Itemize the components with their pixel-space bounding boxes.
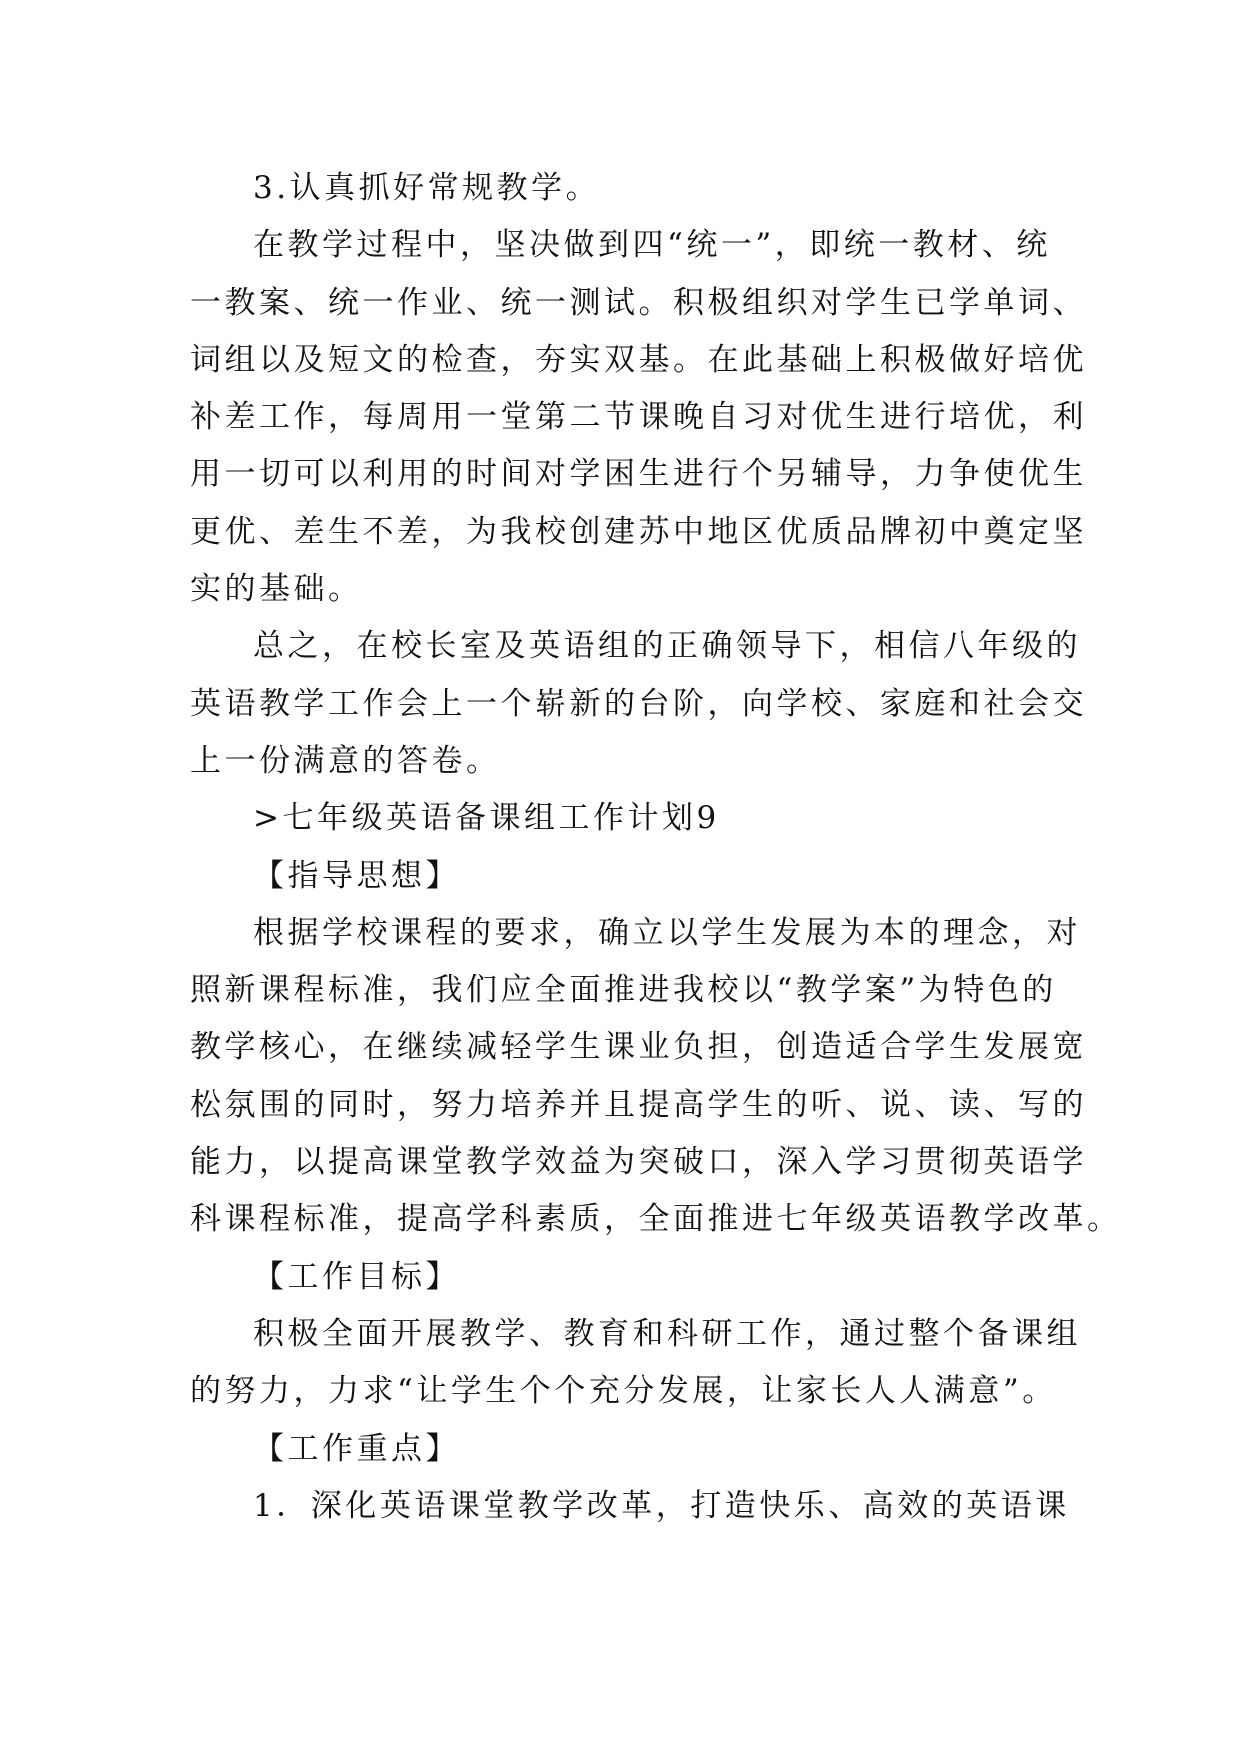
paragraph-line: 补差工作，每周用一堂第二节课晚自习对优生进行培优，利 bbox=[190, 399, 1087, 436]
paragraph-line: 根据学校课程的要求，确立以学生发展为本的理念，对 bbox=[253, 914, 1081, 951]
paragraph-line: 松氛围的同时，努力培养并且提高学生的听、说、读、写的 bbox=[190, 1086, 1087, 1123]
section-heading: 【工作目标】 bbox=[253, 1258, 460, 1295]
paragraph-line: 实的基础。 bbox=[190, 571, 363, 608]
section-title: >七年级英语备课组工作计划9 bbox=[253, 800, 720, 837]
paragraph-line: 照新课程标准，我们应全面推进我校以“教学案”为特色的 bbox=[190, 972, 1057, 1009]
paragraph-line: 的努力，力求“让学生个个充分发展，让家长人人满意”。 bbox=[190, 1373, 1057, 1410]
paragraph-line: 上一份满意的答卷。 bbox=[190, 742, 501, 779]
paragraph-line: 一教案、统一作业、统一测试。积极组织对学生已学单词、 bbox=[190, 284, 1087, 321]
paragraph-line: 词组以及短文的检查，夯实双基。在此基础上积极做好培优 bbox=[190, 341, 1087, 378]
paragraph-line: 英语教学工作会上一个崭新的台阶，向学校、家庭和社会交 bbox=[190, 685, 1087, 722]
paragraph-line: 总之，在校长室及英语组的正确领导下，相信八年级的 bbox=[253, 628, 1081, 665]
paragraph-line: 科课程标准，提高学科素质，全面推进七年级英语教学改革。 bbox=[190, 1201, 1122, 1238]
paragraph-line: 在教学过程中，坚决做到四“统一”，即统一教材、统 bbox=[253, 227, 1051, 264]
paragraph-line: 能力，以提高课堂教学效益为突破口，深入学习贯彻英语学 bbox=[190, 1144, 1087, 1181]
section-heading: 【工作重点】 bbox=[253, 1430, 460, 1467]
list-item-heading: 1．深化英语课堂教学改革，打造快乐、高效的英语课 bbox=[253, 1487, 1070, 1524]
paragraph-line: 教学核心，在继续减轻学生课业负担，创造适合学生发展宽 bbox=[190, 1029, 1087, 1066]
paragraph-line: 用一切可以利用的时间对学困生进行个另辅导，力争使优生 bbox=[190, 456, 1087, 493]
section-heading: 【指导思想】 bbox=[253, 857, 460, 894]
list-item-heading: 3.认真抓好常规教学。 bbox=[253, 170, 601, 206]
paragraph-line: 积极全面开展教学、教育和科研工作，通过整个备课组 bbox=[253, 1315, 1081, 1352]
document-body bbox=[190, 160, 1122, 1535]
paragraph-line: 更优、差生不差，为我校创建苏中地区优质品牌初中奠定坚 bbox=[190, 513, 1087, 550]
